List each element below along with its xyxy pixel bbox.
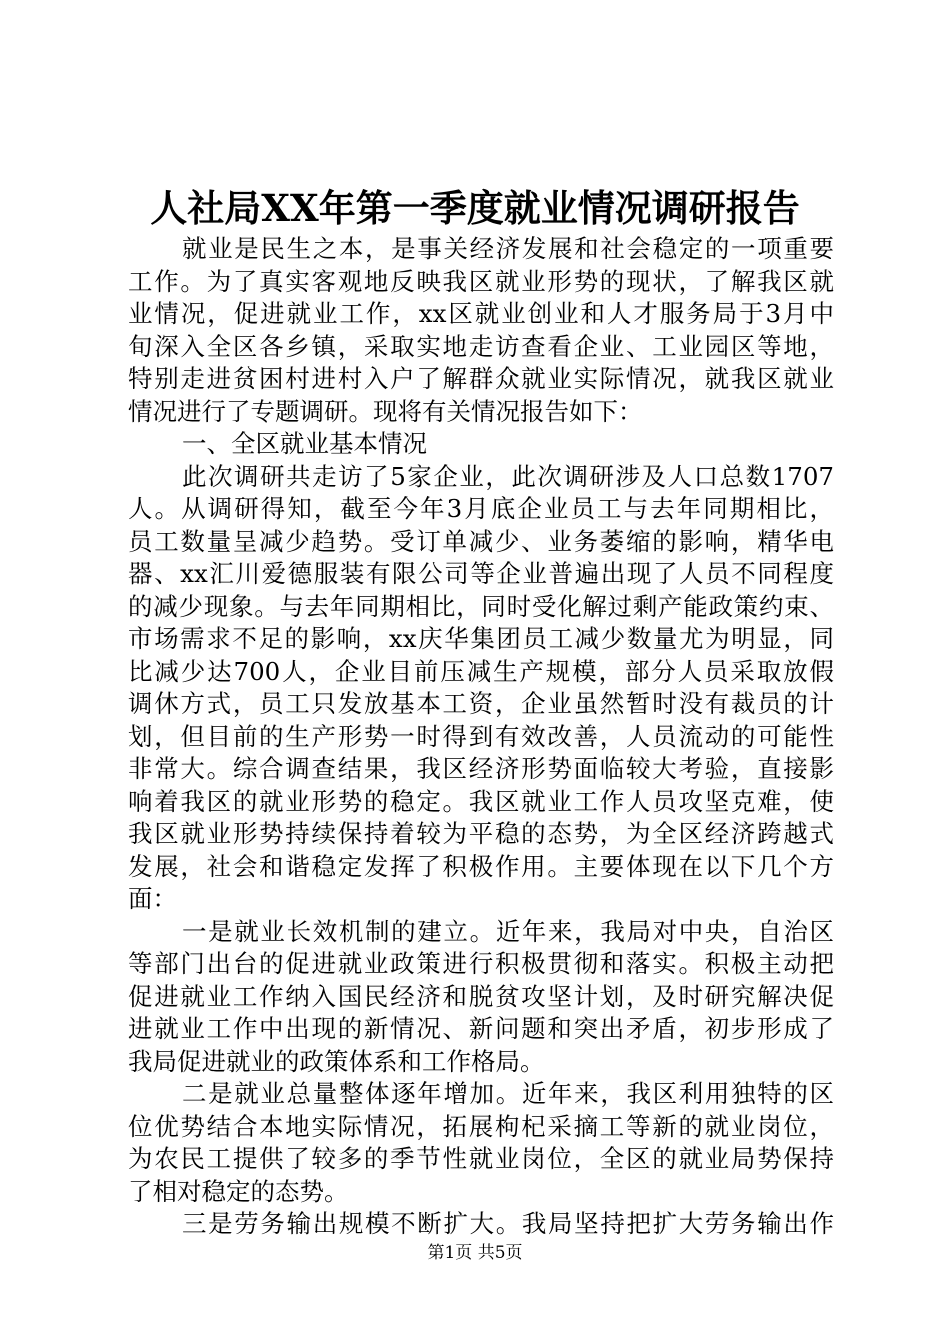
text-line: 发展，社会和谐稳定发挥了积极作用。主要体现在以下几个方: [128, 851, 834, 881]
text-line: 人。从调研得知，截至今年3月底企业员工与去年同期相比，: [128, 494, 834, 523]
text-line: 等部门出台的促进就业政策进行积极贯彻和落实。积极主动把: [128, 949, 834, 978]
text-line: 工作。为了真实客观地反映我区就业形势的现状，了解我区就: [128, 266, 834, 296]
text-line: 我区就业形势持续保持着较为平稳的态势，为全区经济跨越式: [128, 819, 834, 848]
text-line: 响着我区的就业形势的稳定。我区就业工作人员攻坚克难，使: [128, 786, 834, 816]
document-title: 人社局XX年第一季度就业情况调研报告: [150, 186, 800, 230]
text-line: 面：: [128, 884, 177, 913]
text-line: 三是劳务输出规模不断扩大。我局坚持把扩大劳务输出作: [182, 1209, 834, 1238]
text-line: 器、xx汇川爱德服装有限公司等企业普遍出现了人员不同程度: [128, 559, 834, 588]
text-line: 旬深入全区各乡镇，采取实地走访查看企业、工业园区等地，: [128, 331, 834, 361]
text-line: 特别走进贫困村进村入户了解群众就业实际情况，就我区就业: [128, 364, 834, 393]
text-line: 我局促进就业的政策体系和工作格局。: [128, 1046, 545, 1076]
page-footer: 第1页 共5页: [427, 1243, 523, 1263]
text-line: 情况进行了专题调研。现将有关情况报告如下：: [128, 396, 643, 426]
text-line: 为农民工提供了较多的季节性就业岗位，全区的就业局势保持: [128, 1144, 834, 1173]
text-line: 员工数量呈减少趋势。受订单减少、业务萎缩的影响，精华电: [128, 526, 834, 556]
text-line: 调休方式，员工只发放基本工资，企业虽然暂时没有裁员的计: [128, 689, 834, 718]
text-line: 划，但目前的生产形势一时得到有效改善，人员流动的可能性: [128, 721, 834, 751]
text-line: 进就业工作中出现的新情况、新问题和突出矛盾，初步形成了: [128, 1014, 834, 1043]
text-line: 就业是民生之本，是事关经济发展和社会稳定的一项重要: [182, 234, 834, 263]
text-line: 市场需求不足的影响，xx庆华集团员工减少数量尤为明显，同: [128, 624, 834, 653]
text-line: 非常大。综合调查结果，我区经济形势面临较大考验，直接影: [128, 754, 834, 783]
text-line: 促进就业工作纳入国民经济和脱贫攻坚计划，及时研究解决促: [128, 981, 834, 1011]
text-line: 此次调研共走访了5家企业，此次调研涉及人口总数1707: [182, 461, 834, 491]
text-line: 二是就业总量整体逐年增加。近年来，我区利用独特的区: [182, 1079, 834, 1108]
text-line: 位优势结合本地实际情况，拓展枸杞采摘工等新的就业岗位，: [128, 1111, 834, 1141]
document-body: [128, 233, 834, 1241]
text-line: 比减少达700人，企业目前压减生产规模，部分人员采取放假: [128, 656, 834, 686]
text-line: 一、全区就业基本情况: [182, 429, 427, 458]
text-line: 了相对稳定的态势。: [128, 1176, 349, 1206]
text-line: 一是就业长效机制的建立。近年来，我局对中央，自治区: [182, 916, 834, 946]
text-line: 的减少现象。与去年同期相比，同时受化解过剩产能政策约束、: [128, 591, 834, 621]
text-line: 业情况，促进就业工作，xx区就业创业和人才服务局于3月中: [128, 299, 834, 328]
